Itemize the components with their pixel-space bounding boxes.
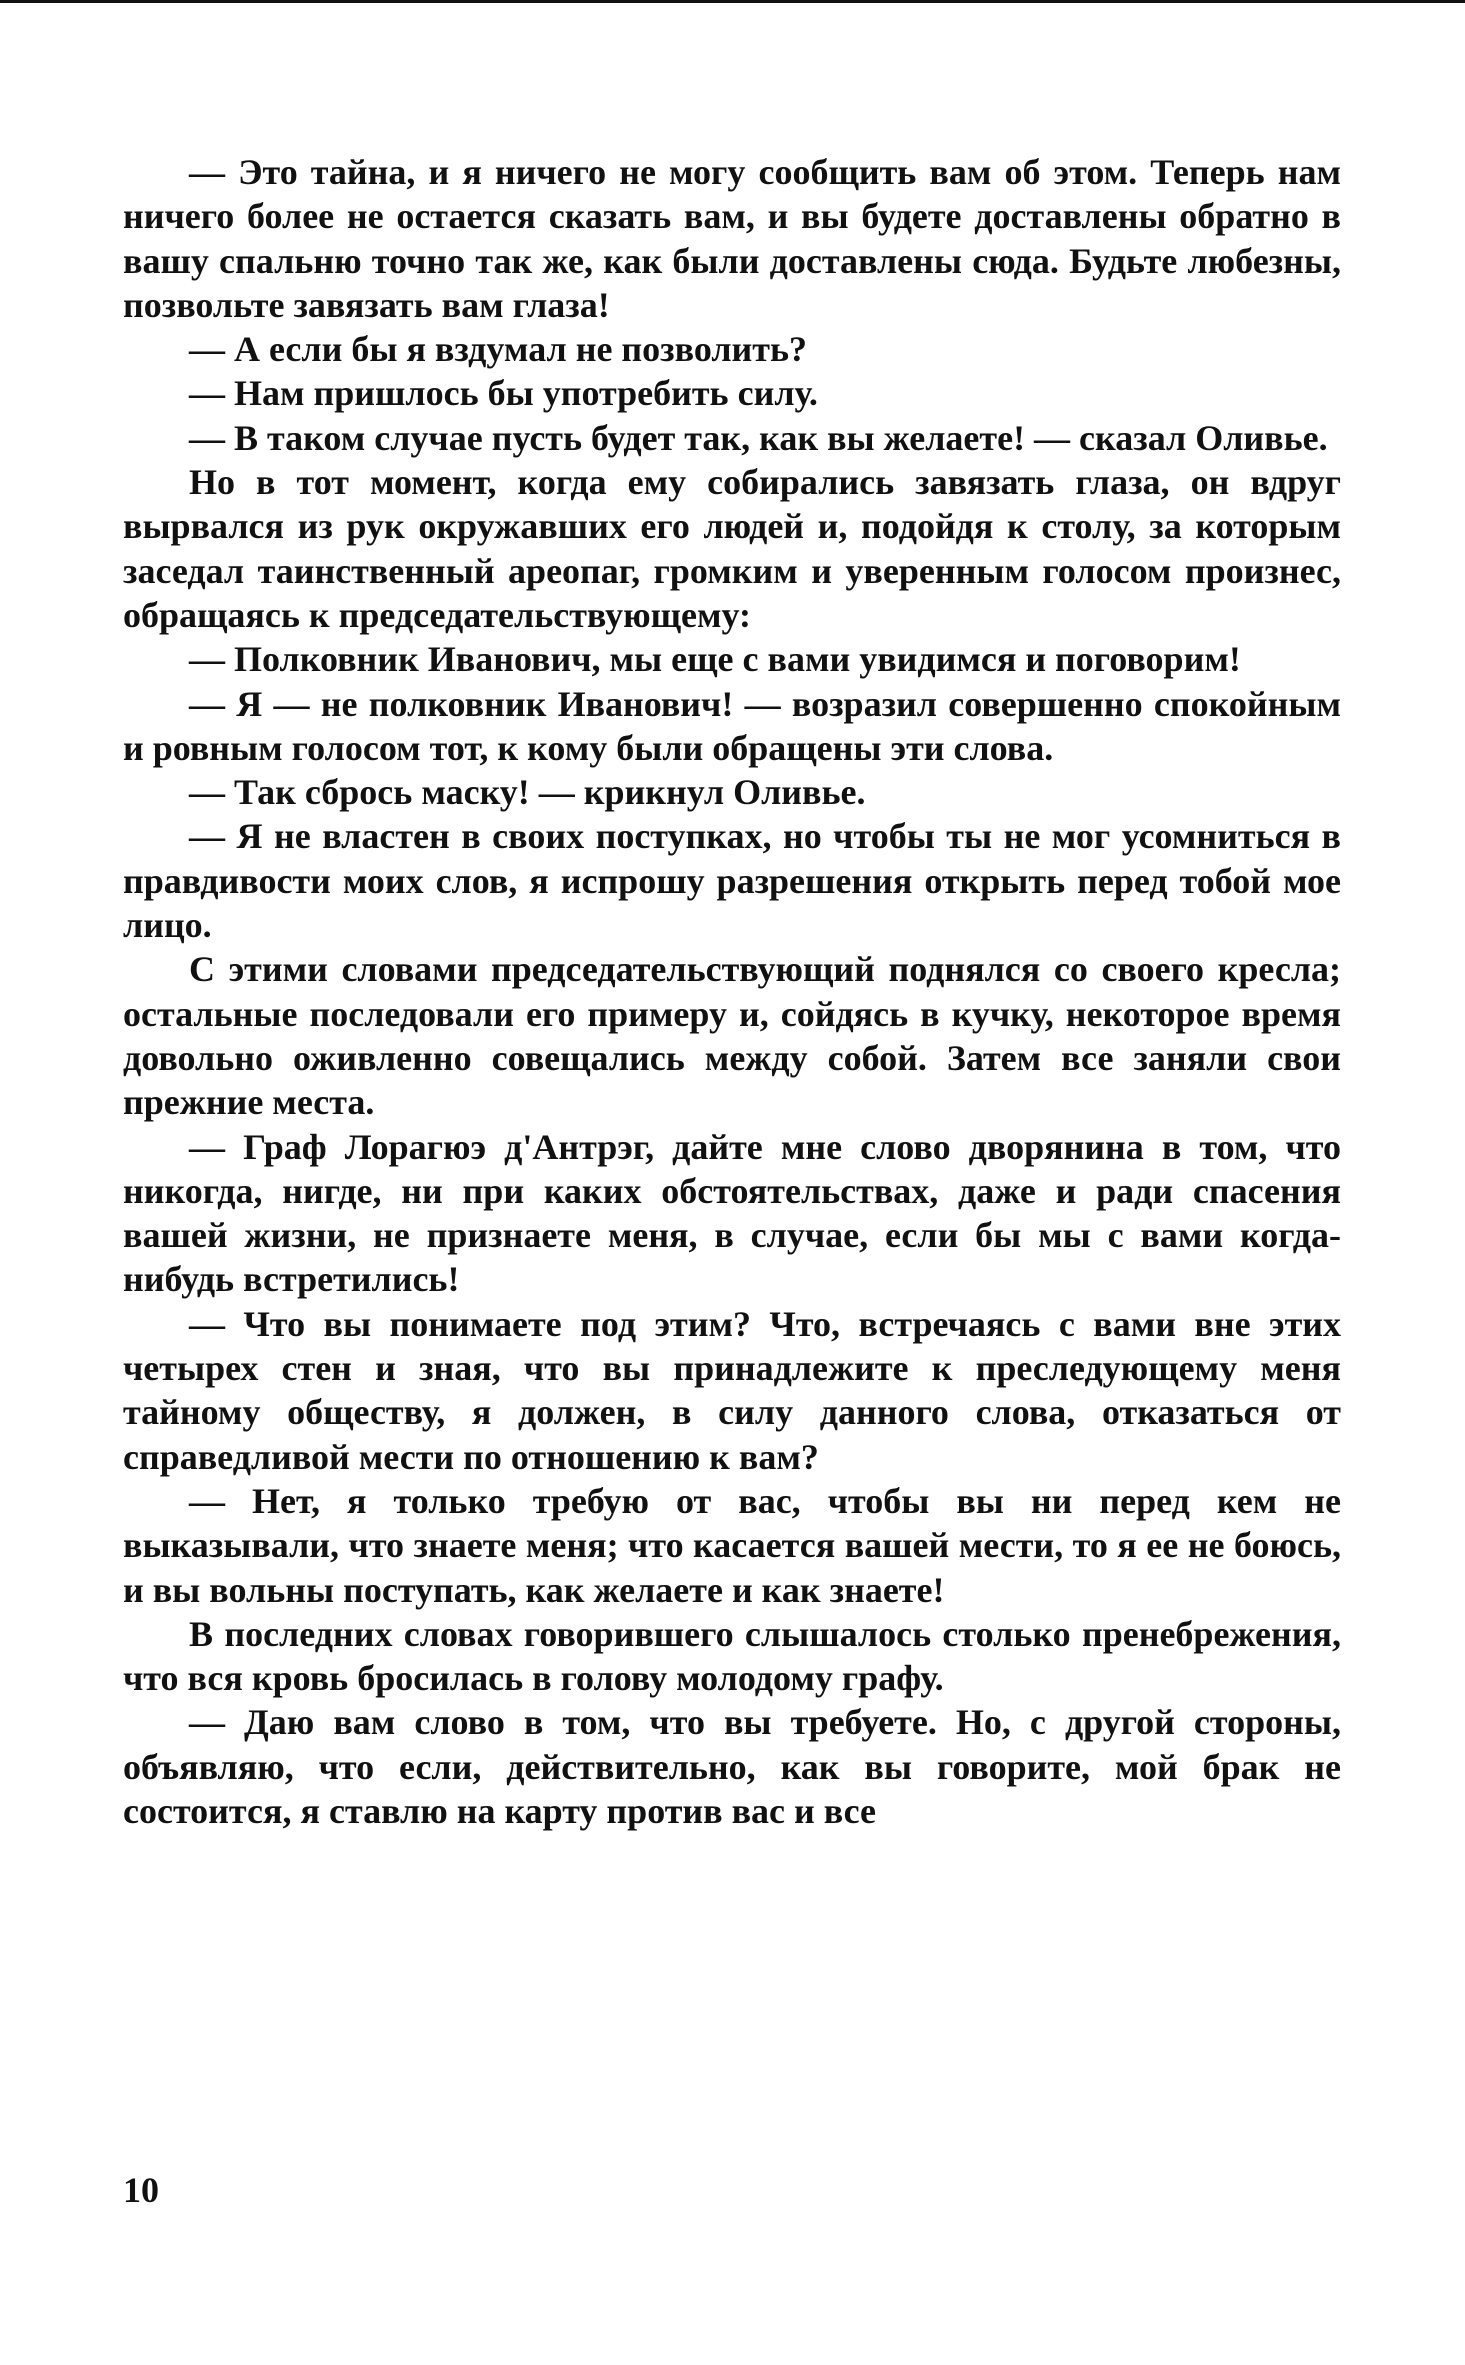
paragraph: — Так сбрось маску! — крикнул Оливье. [189,772,866,813]
paragraph: Но в тот момент, когда ему собирались завязать глаза, он вдруг вырвался из рук окружавших его людей и, подойдя к столу, за которым заседал таинственный ареопаг, громким и уверенным голосом произнес, обращаясь к председательствующему: [123,462,1341,635]
paragraph: В последних словах говорившего слышалось столько пренебрежения, что вся кровь бросилась в голову молодому графу. [123,1613,1341,1699]
paragraph: — Нам пришлось бы употребить силу. [189,373,818,414]
paragraph: — Даю вам слово в том, что вы требуете. Но, с другой стороны, объявляю, что если, действительно, как вы говорите, мой брак не состоится, я ставлю на карту против вас и все [123,1702,1341,1831]
paragraph: — Полковник Иванович, мы еще с вами увидимся и поговорим! [189,639,1241,680]
paragraph: — Я не властен в своих поступках, но чтобы ты не мог усомниться в правдивости моих слов, я испрошу разрешения открыть перед тобой мое лицо. [123,816,1341,946]
paragraph: — Это тайна, и я ничего не могу сообщить вам об этом. Теперь нам ничего более не остается сказать вам, и вы будете доставлены обратно в вашу спальню точно так же, как были доставлены сюда. Будьте любезны, позвольте завязать вам глаза! [123,152,1341,325]
paragraph: С этими словами председательствующий поднялся со своего кресла; остальные последовали его примеру и, сойдясь в кучку, некоторое время довольно оживленно совещались между собой. Затем все заняли свои прежние места. [123,949,1341,1123]
paragraph: — А если бы я вздумал не позволить? [189,329,808,370]
page-top-edge [0,0,1465,3]
paragraph: — Нет, я только требую от вас, чтобы вы ни перед кем не выказывали, что знаете меня; что касается вашей мести, то я ее не боюсь, и вы вольны поступать, как желаете и как знаете! [123,1480,1341,1610]
paragraph: — Что вы понимаете под этим? Что, встречаясь с вами вне этих четырех стен и зная, что вы принадлежите к преследующему меня тайному обществу, я должен, в силу данного слова, отказаться от справедливой мести по отношению к вам? [123,1303,1341,1477]
paragraph: — Я — не полковник Иванович! — возразил совершенно спокойным и ровным голосом тот, к кому были обращены эти слова. [123,683,1341,768]
paragraph: — В таком случае пусть будет так, как вы желаете! — сказал Оливье. [189,417,1328,458]
paragraph: — Граф Лорагюэ д'Антрэг, дайте мне слово дворянина в том, что никогда, нигде, ни при каких обстоятельствах, даже и ради спасения вашей жизни, не признаете меня, в случае, если бы мы с вами когда-нибудь встретились! [123,1126,1341,1300]
page-number: 10 [123,2170,159,2210]
page-body [123,150,1341,1833]
